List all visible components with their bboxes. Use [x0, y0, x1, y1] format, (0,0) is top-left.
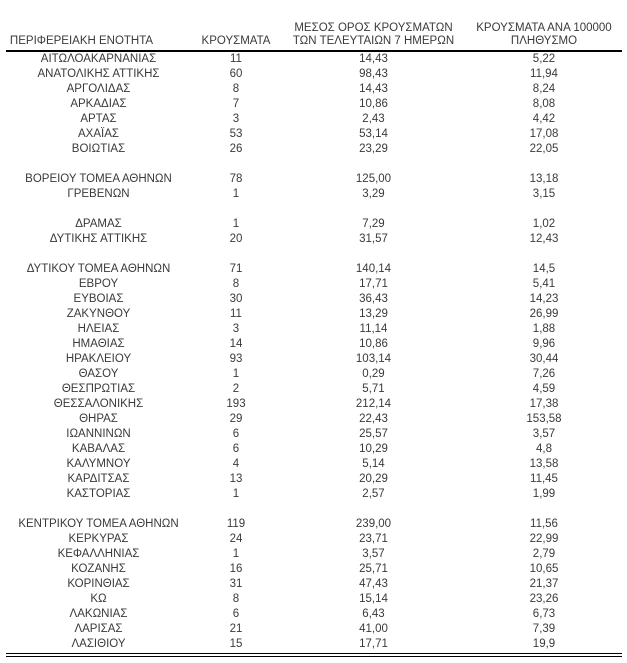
region-cell: ΚΑΡΔΙΤΣΑΣ [67, 473, 130, 485]
per100k-cell: 1,88 [532, 323, 556, 335]
header-avg7 [281, 22, 466, 51]
table-row [6, 322, 622, 337]
per100k-cell: 4,8 [536, 443, 552, 455]
table-header [6, 22, 622, 51]
avg7-cell: 13,29 [359, 308, 388, 320]
table-bottom-double-rule [6, 653, 622, 657]
cases-cell: 3 [232, 113, 240, 125]
cases-cell: 78 [229, 173, 243, 185]
region-cell: ΔΡΑΜΑΣ [75, 218, 122, 230]
cases-cell: 11 [230, 53, 242, 65]
avg7-cell: 6,43 [362, 608, 385, 620]
header-row [6, 22, 622, 51]
avg7-cell: 10,86 [359, 338, 388, 350]
header-avg7-line1: ΜΕΣΟΣ ΟΡΟΣ ΚΡΟΥΣΜΑΤΩΝ [294, 22, 453, 34]
region-cell: ΒΟΡΕΙΟΥ ΤΟΜΕΑ ΑΘΗΝΩΝ [25, 173, 172, 185]
table-row [6, 472, 622, 487]
avg7-cell: 36,43 [359, 293, 388, 305]
region-cell: ΙΩΑΝΝΙΝΩΝ [66, 428, 131, 440]
table-row [6, 97, 622, 112]
cases-cell: 16 [229, 563, 243, 575]
avg7-cell: 0,29 [362, 368, 385, 380]
cases-cell: 193 [226, 398, 246, 410]
region-cell: ΚΑΣΤΟΡΙΑΣ [66, 488, 131, 500]
avg7-cell: 14,43 [359, 83, 388, 95]
spacer-row [6, 202, 622, 217]
cases-cell: 8 [232, 83, 240, 95]
table-row [6, 262, 622, 277]
header-per100k-line2: ΠΛΗΘΥΣΜΟ [510, 35, 578, 47]
region-cell: ΚΩ [90, 593, 107, 605]
cases-cell: 1 [232, 218, 240, 230]
cases-cell: 2 [232, 383, 240, 395]
table-row [6, 532, 622, 547]
avg7-cell: 2,43 [362, 113, 385, 125]
table-row [6, 217, 622, 232]
cases-cell: 6 [232, 443, 240, 455]
cases-cell: 24 [229, 533, 243, 545]
header-region-label: ΠΕΡΙΦΕΡΕΙΑΚΗ ΕΝΟΤΗΤΑ [9, 35, 154, 47]
cases-cell: 93 [229, 353, 243, 365]
cases-cell: 71 [229, 263, 243, 275]
avg7-cell: 3,57 [362, 548, 385, 560]
region-cell: ΔΥΤΙΚΟΥ ΤΟΜΕΑ ΑΘΗΝΩΝ [26, 263, 171, 275]
header-region [6, 22, 191, 51]
table-row [6, 367, 622, 382]
avg7-cell: 17,71 [359, 638, 388, 650]
per100k-cell [466, 157, 622, 172]
per100k-cell [466, 202, 622, 217]
table-row [6, 187, 622, 202]
regional-cases-table [6, 22, 622, 652]
avg7-cell [281, 502, 466, 517]
table-row [6, 292, 622, 307]
per100k-cell: 3,57 [532, 428, 556, 440]
table-row [6, 232, 622, 247]
cases-cell: 1 [232, 488, 240, 500]
table-row [6, 457, 622, 472]
region-cell: ΕΥΒΟΙΑΣ [73, 293, 124, 305]
region-cell: ΗΡΑΚΛΕΙΟΥ [65, 353, 132, 365]
region-cell: ΚΑΛΥΜΝΟΥ [66, 458, 131, 470]
region-cell: ΘΗΡΑΣ [79, 413, 118, 425]
table-row [6, 382, 622, 397]
avg7-cell: 31,57 [359, 233, 388, 245]
per100k-cell: 4,59 [532, 383, 556, 395]
per100k-cell: 14,23 [529, 293, 559, 305]
region-cell: ΛΑΣΙΘΙΟΥ [71, 638, 126, 650]
cases-cell: 20 [229, 233, 243, 245]
region-cell: ΒΟΙΩΤΙΑΣ [71, 143, 126, 155]
region-cell [6, 247, 191, 262]
region-cell: ΔΥΤΙΚΗΣ ΑΤΤΙΚΗΣ [49, 233, 148, 245]
region-cell [6, 202, 191, 217]
region-cell: ΛΑΡΙΣΑΣ [74, 623, 123, 635]
avg7-cell: 3,29 [362, 188, 385, 200]
cases-cell: 21 [229, 623, 243, 635]
table-row [6, 112, 622, 127]
per100k-cell: 22,05 [529, 143, 559, 155]
per100k-cell: 13,58 [529, 458, 559, 470]
per100k-cell: 3,15 [532, 188, 556, 200]
avg7-cell: 140,14 [355, 263, 392, 275]
spacer-row [6, 502, 622, 517]
region-cell: ΕΒΡΟΥ [78, 278, 119, 290]
region-cell: ΘΕΣΣΑΛΟΝΙΚΗΣ [53, 398, 144, 410]
region-cell: ΚΕΝΤΡΙΚΟΥ ΤΟΜΕΑ ΑΘΗΝΩΝ [18, 518, 179, 530]
table-row [6, 577, 622, 592]
region-cell [6, 157, 191, 172]
region-cell: ΑΡΚΑΔΙΑΣ [70, 98, 127, 110]
table-row [6, 412, 622, 427]
table-row [6, 142, 622, 157]
avg7-cell [281, 202, 466, 217]
avg7-cell: 41,00 [359, 623, 388, 635]
region-cell: ΑΝΑΤΟΛΙΚΗΣ ΑΤΤΙΚΗΣ [37, 68, 160, 80]
table-row [6, 337, 622, 352]
per100k-cell: 19,9 [532, 638, 556, 650]
cases-cell: 119 [226, 518, 246, 530]
per100k-cell: 26,99 [529, 308, 559, 320]
cases-cell: 53 [229, 128, 243, 140]
avg7-cell: 47,43 [359, 578, 388, 590]
table-row [6, 562, 622, 577]
avg7-cell [281, 247, 466, 262]
per100k-cell: 23,26 [529, 593, 559, 605]
cases-cell: 1 [232, 188, 240, 200]
cases-cell: 6 [232, 608, 240, 620]
header-per100k-line1: ΚΡΟΥΣΜΑΤΑ ΑΝΑ 100000 [476, 22, 612, 34]
cases-cell [191, 502, 281, 517]
per100k-cell: 1,99 [532, 488, 556, 500]
avg7-cell [281, 157, 466, 172]
avg7-cell: 25,57 [359, 428, 388, 440]
cases-cell: 1 [232, 548, 240, 560]
avg7-cell: 14,43 [359, 53, 388, 65]
per100k-cell: 7,39 [532, 623, 556, 635]
per100k-cell: 11,56 [530, 518, 558, 530]
avg7-cell: 15,14 [359, 593, 388, 605]
avg7-cell: 10,86 [359, 98, 388, 110]
spacer-row [6, 247, 622, 262]
per100k-cell: 4,42 [532, 113, 556, 125]
cases-cell: 26 [229, 143, 243, 155]
spacer-row [6, 157, 622, 172]
region-cell: ΓΡΕΒΕΝΩΝ [67, 188, 130, 200]
avg7-cell: 103,14 [355, 353, 392, 365]
per100k-cell: 30,44 [529, 353, 559, 365]
table-row [6, 622, 622, 637]
per100k-cell: 11,94 [530, 68, 558, 80]
per100k-cell: 1,02 [532, 218, 556, 230]
region-cell: ΑΧΑΪΑΣ [78, 128, 119, 140]
cases-cell: 60 [229, 68, 243, 80]
table-row [6, 67, 622, 82]
table-row [6, 547, 622, 562]
avg7-cell: 2,57 [362, 488, 385, 500]
avg7-cell: 53,14 [359, 128, 388, 140]
avg7-cell: 98,43 [359, 68, 388, 80]
avg7-cell: 17,71 [359, 278, 388, 290]
cases-cell: 1 [232, 368, 240, 380]
table-row [6, 442, 622, 457]
cases-cell [191, 157, 281, 172]
avg7-cell: 23,29 [359, 143, 388, 155]
region-cell: ΚΕΦΑΛΛΗΝΙΑΣ [57, 548, 140, 560]
per100k-cell: 12,43 [529, 233, 559, 245]
region-cell: ΗΛΕΙΑΣ [77, 323, 120, 335]
per100k-cell: 10,65 [529, 563, 559, 575]
per100k-cell: 17,08 [529, 128, 559, 140]
cases-cell: 6 [232, 428, 240, 440]
cases-cell [191, 247, 281, 262]
avg7-cell: 212,14 [355, 398, 392, 410]
cases-cell: 15 [229, 638, 243, 650]
per100k-cell: 6,73 [532, 608, 556, 620]
per100k-cell: 5,41 [532, 278, 556, 290]
table-row [6, 592, 622, 607]
region-cell: ΚΕΡΚΥΡΑΣ [68, 533, 129, 545]
table-row [6, 307, 622, 322]
avg7-cell: 7,29 [362, 218, 385, 230]
table-row [6, 517, 622, 532]
cases-cell: 31 [229, 578, 243, 590]
avg7-cell: 23,71 [359, 533, 388, 545]
region-cell: ΘΕΣΠΡΩΤΙΑΣ [61, 383, 136, 395]
per100k-cell: 5,22 [532, 53, 556, 65]
region-cell: ΚΑΒΑΛΑΣ [71, 443, 126, 455]
region-cell: ΚΟΡΙΝΘΙΑΣ [67, 578, 130, 590]
per100k-cell: 17,38 [529, 398, 559, 410]
cases-cell: 4 [232, 458, 240, 470]
table-row [6, 277, 622, 292]
per100k-cell: 8,24 [532, 83, 556, 95]
cases-cell: 29 [229, 413, 243, 425]
per100k-cell: 7,26 [532, 368, 556, 380]
per100k-cell: 2,79 [532, 548, 556, 560]
per100k-cell: 14,5 [532, 263, 556, 275]
per100k-cell: 13,18 [529, 173, 559, 185]
avg7-cell: 239,00 [355, 518, 392, 530]
table-row [6, 487, 622, 502]
region-cell: ΑΡΤΑΣ [80, 113, 117, 125]
table-row [6, 637, 622, 652]
cases-cell [191, 202, 281, 217]
region-cell [6, 502, 191, 517]
avg7-cell: 5,71 [362, 383, 385, 395]
per100k-cell: 21,37 [529, 578, 559, 590]
region-cell: ΑΙΤΩΛΟΑΚΑΡΝΑΝΙΑΣ [40, 53, 157, 65]
cases-cell: 7 [232, 98, 240, 110]
cases-cell: 8 [232, 593, 240, 605]
avg7-cell: 25,71 [359, 563, 388, 575]
per100k-cell: 11,45 [530, 473, 558, 485]
per100k-cell: 9,96 [532, 338, 556, 350]
table-row [6, 172, 622, 187]
cases-cell: 11 [230, 308, 242, 320]
header-avg7-line2: ΤΩΝ ΤΕΛΕΥΤΑΙΩΝ 7 ΗΜΕΡΩΝ [292, 35, 455, 47]
region-cell: ΚΟΖΑΝΗΣ [71, 563, 126, 575]
header-cases-label: ΚΡΟΥΣΜΑΤΑ [201, 35, 271, 47]
region-cell: ΗΜΑΘΙΑΣ [72, 338, 125, 350]
table-row [6, 352, 622, 367]
cases-cell: 30 [229, 293, 243, 305]
table-row [6, 127, 622, 142]
per100k-cell: 22,99 [529, 533, 559, 545]
avg7-cell: 125,00 [355, 173, 392, 185]
header-per100k [466, 22, 622, 51]
per100k-cell: 153,58 [526, 413, 562, 425]
cases-cell: 8 [232, 278, 240, 290]
region-cell: ΘΑΣΟΥ [78, 368, 119, 380]
per100k-cell [466, 247, 622, 262]
cases-cell: 14 [229, 338, 243, 350]
avg7-cell: 11,14 [359, 323, 388, 335]
table-row [6, 82, 622, 97]
header-cases [191, 22, 281, 51]
avg7-cell: 20,29 [359, 473, 388, 485]
region-cell: ΖΑΚΥΝΘΟΥ [66, 308, 131, 320]
avg7-cell: 5,14 [362, 458, 385, 470]
table-body [6, 51, 622, 652]
region-cell: ΛΑΚΩΝΙΑΣ [69, 608, 128, 620]
table-row [6, 51, 622, 67]
per100k-cell: 8,08 [532, 98, 556, 110]
cases-cell: 13 [229, 473, 243, 485]
region-cell: ΑΡΓΟΛΙΔΑΣ [66, 83, 131, 95]
table-row [6, 607, 622, 622]
per100k-cell [466, 502, 622, 517]
cases-cell: 3 [232, 323, 240, 335]
avg7-cell: 22,43 [359, 413, 388, 425]
table-row [6, 427, 622, 442]
avg7-cell: 10,29 [359, 443, 388, 455]
table-row [6, 397, 622, 412]
